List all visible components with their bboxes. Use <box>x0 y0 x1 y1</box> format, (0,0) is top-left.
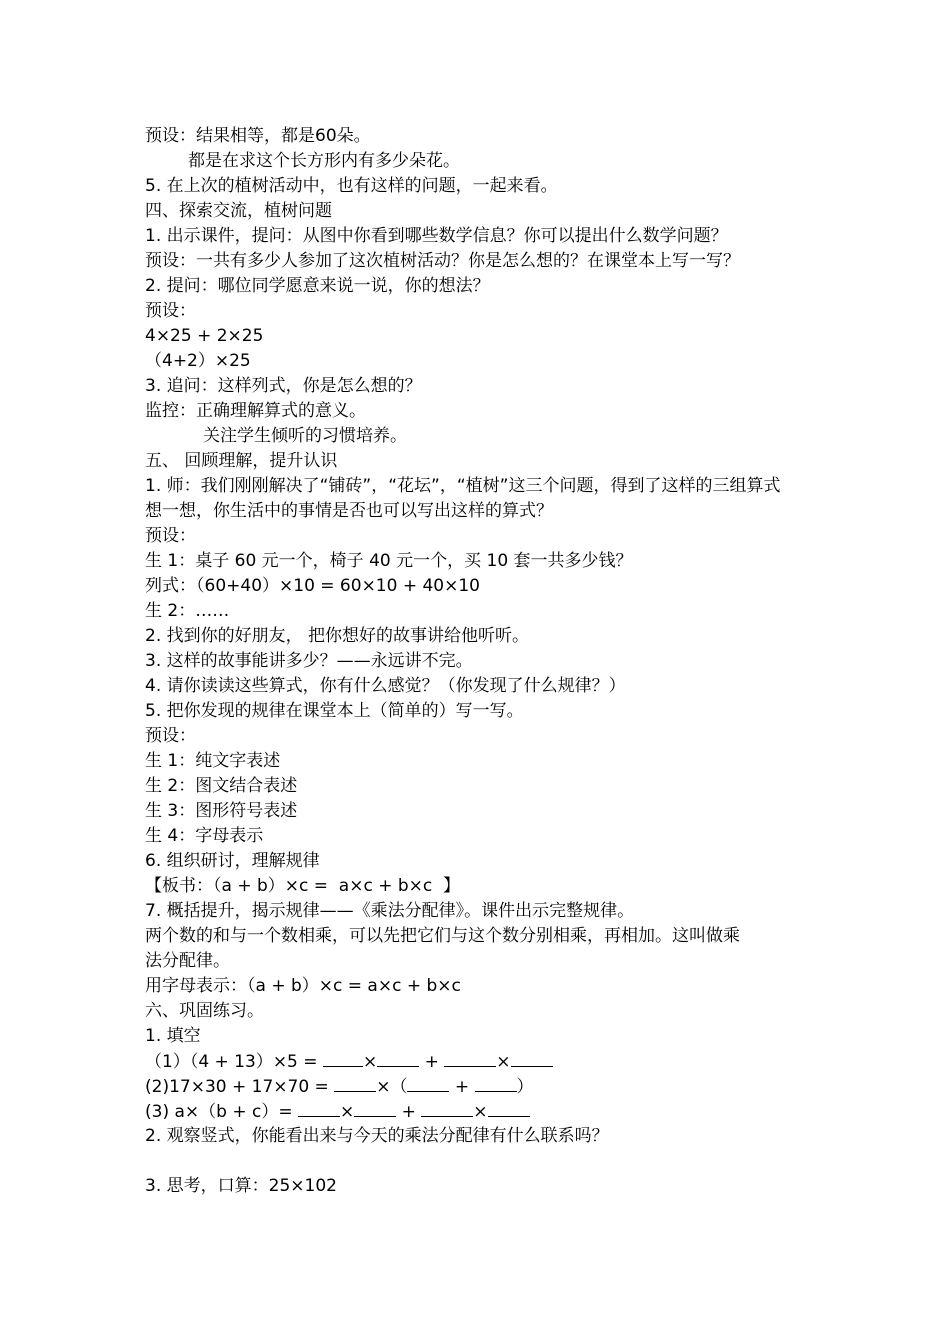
text-line: 生 1：桌子 60 元一个，椅子 40 元一个，买 10 套一共多少钱？ <box>145 551 633 571</box>
formula-line: 4×25 + 2×25 <box>145 326 264 346</box>
exercise-1-prefix: （1）（4 + 13）×5 = <box>145 1052 323 1072</box>
times-sign: × <box>473 1102 488 1122</box>
text-line: 1. 师：我们刚刚解决了“铺砖”，“花坛”，“植树”这三个问题，得到了这样的三组算式 <box>145 476 781 496</box>
text-line: 3. 思考，口算：25×102 <box>145 1176 337 1196</box>
formula-line: 用字母表示：（a + b）×c = a×c + b×c <box>145 976 461 996</box>
answer-blank[interactable] <box>511 1049 553 1067</box>
formula-line: （4+2）×25 <box>145 351 251 371</box>
exercise-2-prefix: (2)17×30 + 17×70 = <box>145 1077 335 1097</box>
answer-blank[interactable] <box>421 1099 473 1117</box>
section-heading: 六、巩固练习。 <box>145 1001 264 1021</box>
plus-sign: + <box>449 1077 475 1097</box>
text-line: 生 2：…… <box>145 601 230 621</box>
answer-blank[interactable] <box>444 1049 496 1067</box>
text-line: 预设： <box>145 526 196 546</box>
text-line: 都是在求这个长方形内有多少朵花。 <box>188 151 460 171</box>
text-line: 3. 这样的故事能讲多少？——永远讲不完。 <box>145 651 473 671</box>
times-sign: ×（ <box>376 1077 408 1097</box>
text-line: 4. 请你读读这些算式，你有什么感觉？（你发现了什么规律？） <box>145 676 626 696</box>
text-line: 生 4：字母表示 <box>145 826 264 846</box>
text-line: 预设：结果相等，都是60朵。 <box>145 126 371 146</box>
text-line: 想一想，你生活中的事情是否也可以写出这样的算式？ <box>145 501 553 521</box>
text-line: 监控：正确理解算式的意义。 <box>145 401 366 421</box>
section-heading: 五、 回顾理解，提升认识 <box>145 451 338 471</box>
plus-sign: + <box>396 1102 422 1122</box>
text-line: 6. 组织研讨，理解规律 <box>145 851 320 871</box>
exercise-3-prefix: (3) a×（b + c）= <box>145 1102 298 1122</box>
text-line: 预设： <box>145 726 196 746</box>
times-sign: × <box>362 1052 378 1072</box>
text-line: 生 1：纯文字表述 <box>145 751 281 771</box>
text-line: 生 3：图形符号表述 <box>145 801 298 821</box>
text-line: 关注学生倾听的习惯培养。 <box>203 426 407 446</box>
answer-blank[interactable] <box>334 1074 376 1092</box>
text-line: 2. 找到你的好朋友， 把你想好的故事讲给他听听。 <box>145 626 530 646</box>
answer-blank[interactable] <box>407 1074 449 1092</box>
text-line: 预设： <box>145 301 196 321</box>
text-line: 两个数的和与一个数相乘，可以先把它们与这个数分别相乘，再相加。这叫做乘 <box>145 926 740 946</box>
text-line: 5. 把你发现的规律在课堂本上（简单的）写一写。 <box>145 701 524 721</box>
exercise-1 <box>145 1049 553 1073</box>
answer-blank[interactable] <box>323 1049 363 1067</box>
times-sign: × <box>496 1052 511 1072</box>
text-line: 5. 在上次的植树活动中，也有这样的问题，一起来看。 <box>145 176 558 196</box>
text-line: 2. 观察竖式，你能看出来与今天的乘法分配律有什么联系吗？ <box>145 1126 609 1146</box>
close-paren: ） <box>516 1077 534 1097</box>
text-line: 2. 提问：哪位同学愿意来说一说，你的想法？ <box>145 276 490 296</box>
answer-blank[interactable] <box>377 1049 419 1067</box>
text-line: 1. 填空 <box>145 1026 201 1046</box>
exercise-2 <box>145 1074 534 1098</box>
board-note: 【板书：（a + b）×c = a×c + b×c 】 <box>145 876 461 896</box>
text-line: 3. 追问：这样列式，你是怎么想的？ <box>145 376 422 396</box>
plus-sign: + <box>419 1052 445 1072</box>
text-line: 预设：一共有多少人参加了这次植树活动？你是怎么想的？在课堂本上写一写？ <box>145 251 740 271</box>
answer-blank[interactable] <box>354 1099 396 1117</box>
times-sign: × <box>339 1102 355 1122</box>
formula-line: 列式：（60+40）×10 = 60×10 + 40×10 <box>145 576 481 596</box>
text-line: 1. 出示课件，提问：从图中你看到哪些数学信息？你可以提出什么数学问题？ <box>145 226 728 246</box>
answer-blank[interactable] <box>298 1099 340 1117</box>
text-line: 7. 概括提升，揭示规律——《乘法分配律》。课件出示完整规律。 <box>145 901 635 921</box>
section-heading: 四、探索交流，植树问题 <box>145 201 332 221</box>
exercise-3 <box>145 1099 530 1123</box>
answer-blank[interactable] <box>475 1074 517 1092</box>
text-line: 生 2：图文结合表述 <box>145 776 298 796</box>
answer-blank[interactable] <box>488 1099 530 1117</box>
text-line: 法分配律。 <box>145 951 230 971</box>
